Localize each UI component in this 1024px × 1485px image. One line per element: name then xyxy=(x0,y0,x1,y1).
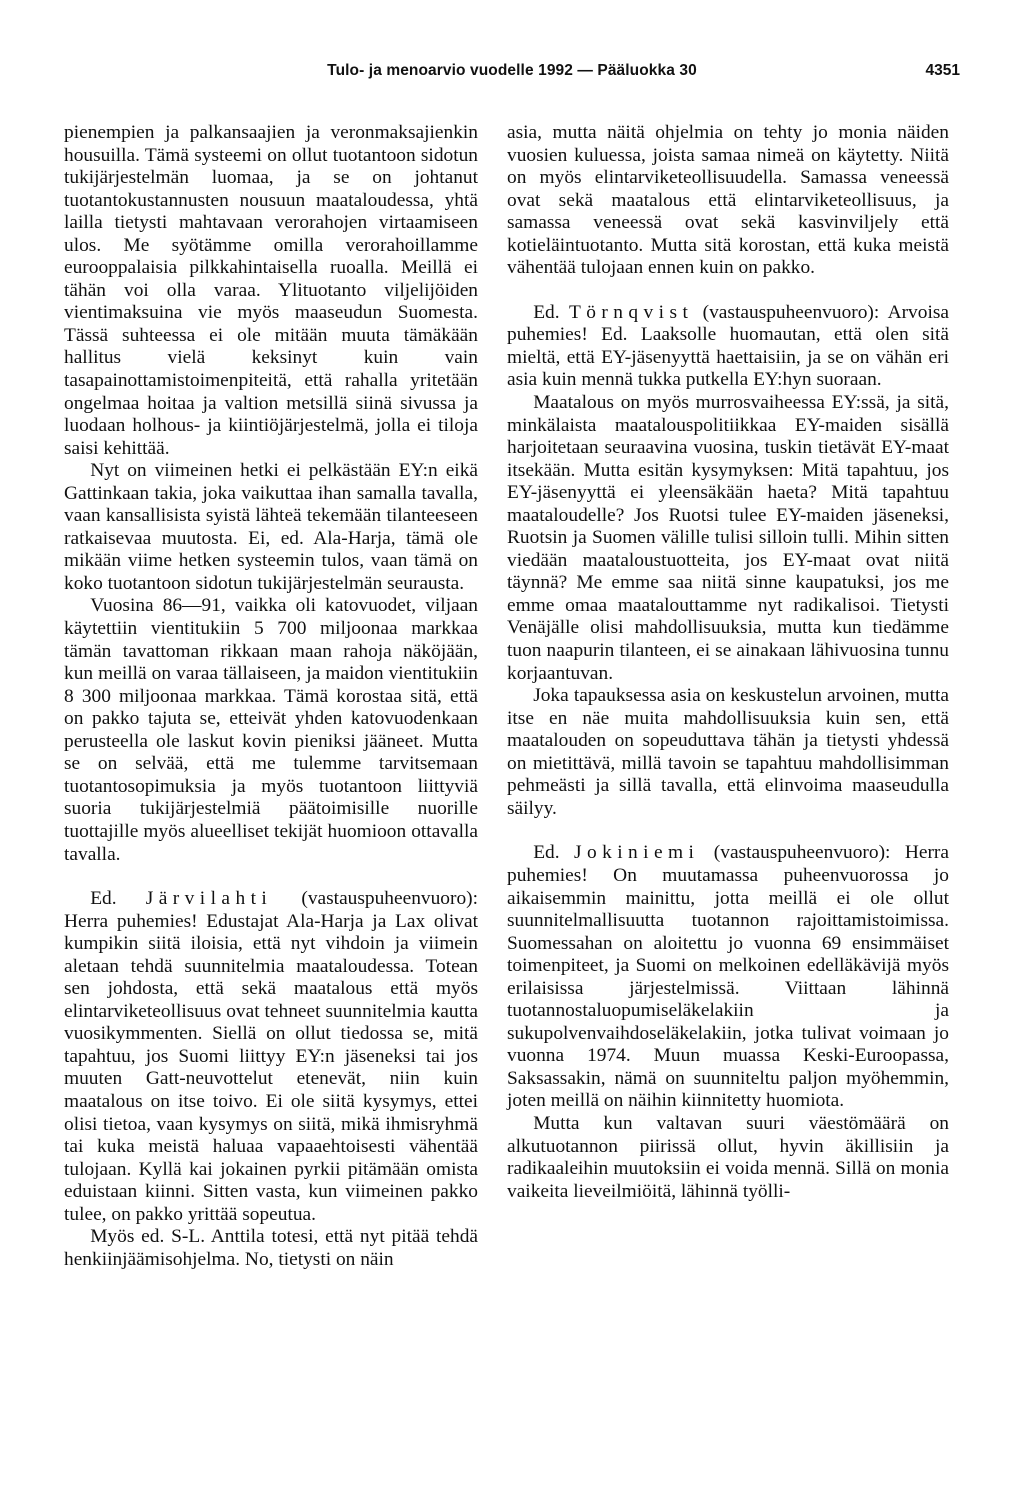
speaker-name: Järvilahti xyxy=(145,888,273,910)
speech-jokiniemi xyxy=(507,842,949,1113)
running-title: Tulo- ja menoarvio vuodelle 1992 — Pääluokka 30 xyxy=(327,62,697,79)
paragraph: pienempien ja palkansaajien ja veronmaksajienkin housuilla. Tämä systeemi on ollut tuotantoon sidotun tukijärjestelmän luomaa, ja se on johtanut tuotantokustannusten nousuun maataloudessa, yhtä lailla tietysti mahtavaan verorahojen virtaamiseen ulos. Me syötämme omilla verorahoillamme eurooppalaisia pilkkahintaisella ruoalla. Meillä ei tähän voi olla varaa. Ylituotanto viljelijöiden vientimaksuina vie myös maaseudun Suomesta. Tässä suhteessa ei ole mitään muuta tämäkään hallitus vielä keksinyt kuin vain tasapainottamistoimenpiteitä, että rahalla yritetään ongelmaa hoitaa ja valtion metsillä siinä sivussa ja luodaan holhous- ja kiintiöjärjestelmä, jolla ei tiloja saisi kehittää. xyxy=(64,122,478,459)
paragraph: Joka tapauksessa asia on keskustelun arvoinen, mutta itse en näe muita mahdollisuuksia kuin sen, että maatalouden on sopeuduttava tähän ja tietysti yhdessä on mietittävä, millä tavoin se tapahtuu mahdollisimman pehmeästi ja sillä tavalla, että elinvoima maaseudulla säilyy. xyxy=(507,685,949,819)
speaker-prefix: Ed. xyxy=(533,842,574,864)
page-header xyxy=(64,62,960,88)
right-column xyxy=(507,122,949,1203)
paragraph: Myös ed. S-L. Anttila totesi, että nyt pitää tehdä henkiinjäämisohjelma. No, tietysti on näin xyxy=(64,1226,478,1270)
page-number: 4351 xyxy=(925,62,960,79)
paragraph: Vuosina 86—91, vaikka oli katovuodet, viljaan käytettiin vientitukiin 5 700 miljoonaa markkaa tämän tavattoman rikkaan maan rahoja näköjään, kun meillä on varaa tällaiseen, ja maidon vientitukiin 8 300 miljoonaa markkaa. Tämä korostaa sitä, että on pakko tajuta se, etteivät yhden katovuodenkaan perusteella ole laskut kovin pieniksi jääneet. Mutta se on selvää, että me tulemme tarvitsemaan tuotantosopimuksia ja myös tuotantoon liittyviä suoria tukijärjestelmiä päätoimisille nuorille tuottajille myös alueelliset tekijät huomioon ottavalla tavalla. xyxy=(64,595,478,865)
speaker-role: (vastauspuheenvuoro): xyxy=(693,301,888,323)
paragraph: Mutta kun valtavan suuri väestömäärä on alkutuotannon piirissä ollut, hyvin äkillisiin ja radikaaleihin muutoksiin ei voida mennä. Sillä on monia vaikeita lieveilmiöitä, lähinnä työlli- xyxy=(507,1112,949,1202)
speaker-prefix: Ed. xyxy=(533,301,569,323)
paragraph: Maatalous on myös murrosvaiheessa EY:ssä, ja sitä, minkälaista maatalouspolitiikkaa EY-maiden sisällä harjoitetaan seuraavina vuosina, tuskin tietävät EY-maat itsekään. Mutta esitän kysymyksen: Mitä tapahtuu, jos EY-jäsenyyttä ei yleensäkään haeta? Mitä tapahtuu maataloudelle? Jos Ruotsi tulee EY-maiden jäseneksi, Ruotsin ja Suomen välille tulisi silloin tulli. Mihin sitten viedään maataloustuotteita, jos EY-maat ovat niitä täynnä? Me emme saa niitä sinne kaupatuksi, jos me emme omaa maatalouttamme nyt radikalisoi. Tietysti Venäjälle olisi mahdollisuuksia, mutta kun tiedämme tuon naapurin tilanteen, ei se ainakaan lähivuosina tunnu korjaantuvan. xyxy=(507,392,949,684)
speaker-role: (vastauspuheenvuoro): xyxy=(272,888,478,910)
paragraph: asia, mutta näitä ohjelmia on tehty jo monia näiden vuosien kuluessa, joista samaa nimeä on käytetty. Niitä on myös elintarviketeollisuudella. Samassa veneessä ovat sekä maatalous että elintarviketeollisuus, ja samassa veneessä ovat sekä kasvinviljely että kotieläintuotanto. Mutta sitä korostan, että kuka meistä vähentää tulojaan ennen kuin on pakko. xyxy=(507,122,949,279)
speaker-role: (vastauspuheenvuoro): xyxy=(699,842,905,864)
speech-tornqvist xyxy=(507,302,949,392)
speaker-prefix: Ed. xyxy=(90,888,146,910)
left-column xyxy=(64,122,478,1271)
paragraph: Nyt on viimeinen hetki ei pelkästään EY:n eikä Gattinkaan takia, joka vaikuttaa ihan samalla tavalla, vaan kansallisista syistä lähteä tekemään tilanteeseen ratkaisevaa muutosta. Ei, ed. Ala-Harja, tämä ole mikään viime hetken systeemin tulos, vaan tämä on koko tuotantoon sidotun tukijärjestelmän seurausta. xyxy=(64,460,478,594)
speaker-name: Jokiniemi xyxy=(574,842,700,864)
speaker-name: Törnqvist xyxy=(568,301,694,323)
speech-text: Herra puhemies! Edustajat Ala-Harja ja Lax olivat kumpikin siitä iloisia, että nyt vihdoin ja viimein aletaan tehdä suunnitelmia maataloudessa. Totean sen johdosta, että sekä maatalous että myös elintarviketeollisuus ovat tehneet suunnitelmia kautta vuosikymmenten. Siellä on ollut tiedossa se, mitä tapahtuu, jos Suomi liittyy EY:n jäseneksi tai jos muuten Gatt-neuvottelut etenevät, niin kuin maatalous on itse toivo. Ei ole siitä kysymys, ettei olisi tietoa, vaan kysymys on siitä, mikä ihmisryhmä tai kuka meistä haluaa vapaaehtoisesti vähentää tulojaan. Kyllä kai jokainen pyrkii pitämään omista eduistaan kiinni. Sitten vasta, kun viimeinen pakko tulee, on pakko yrittää sopeutua. xyxy=(64,910,478,1225)
speech-jarvilahti xyxy=(64,888,478,1226)
speech-text: Herra puhemies! On muutamassa puheenvuorossa jo aikaisemmin mainittu, jotta meillä ei ole ollut suunnitelmallisuutta tuotannon rajoittamistoimissa. Suomessahan on aloitettu jo vuonna 69 ensimmäiset toimenpiteet, ja Suomi on melkoinen edelläkävijä myös erilaisissa järjestelmissä. Viittaan lähinnä tuotannostaluopumiseläkelakiin ja sukupolvenvaihdoseläkelakiin, jotka tulivat voimaan jo vuonna 1974. Muun muassa Keski-Euroopassa, Saksassakin, nämä on suunniteltu paljon myöhemmin, joten meillä on näihin kiinnitetty huomiota. xyxy=(507,842,949,1112)
speech-text: Arvoisa puhemies! Ed. Laaksolle huomautan, että olen sitä mieltä, että EY-jäsenyyttä haettaisiin, ja se on vähän eri asia kuin mennä tukka putkella EY:hyn suoraan. xyxy=(507,301,949,391)
